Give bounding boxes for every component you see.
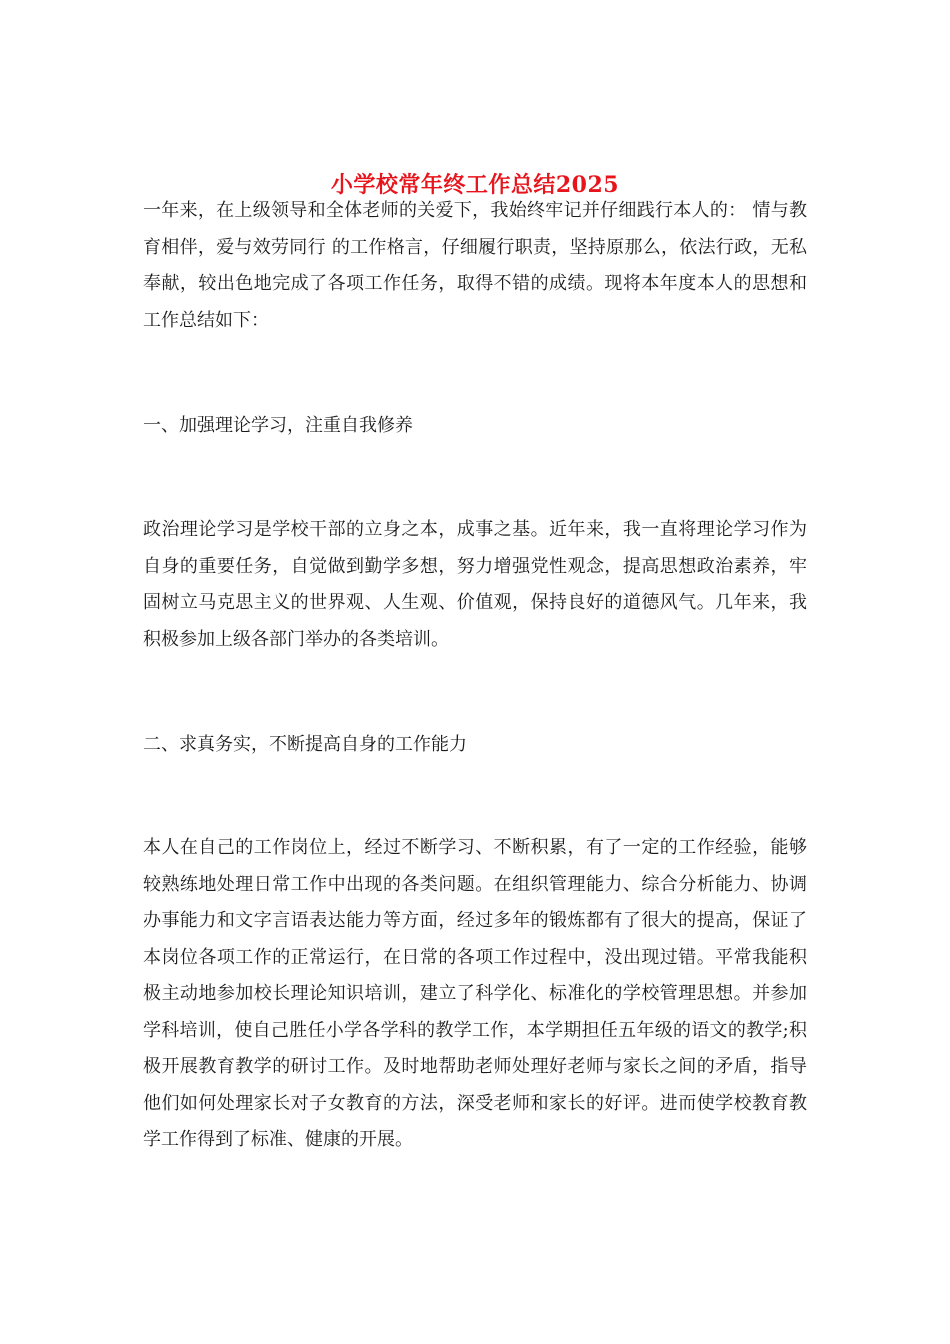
section-heading-2: 二、求真务实，不断提高自身的工作能力 <box>143 734 467 755</box>
document-title: 小学校常年终工作总结2025 <box>330 171 620 198</box>
intro-paragraph: 一年来，在上级领导和全体老师的关爱下，我始终牢记并仔细践行本人的： 情与教育相伴，爱与效劳同行 的工作格言，仔细履行职责，坚持原那么，依法行政，无私奉献，较出色地完成了各项工作任务，取得不错的成绩。现将本年度本人的思想和工作总结如下： <box>143 200 807 331</box>
section-heading-1: 一、加强理论学习，注重自我修养 <box>143 415 413 436</box>
section-body-2: 本人在自己的工作岗位上，经过不断学习、不断积累，有了一定的工作经验，能够较熟练地处理日常工作中出现的各类问题。在组织管理能力、综合分析能力、协调办事能力和文字言语表达能力等方面，经过多年的锻炼都有了很大的提高，保证了本岗位各项工作的正常运行，在日常的各项工作过程中，没出现过错。平常我能积极主动地参加校长理论知识培训，建立了科学化、标准化的学校管理思想。并参加学科培训，使自己胜任小学各学科的教学工作，本学期担任五年级的语文的教学;积极开展教育教学的研讨工作。及时地帮助老师处理好老师与家长之间的矛盾，指导他们如何处理家长对子女教育的方法，深受老师和家长的好评。进而使学校教育教学工作得到了标准、健康的开展。 <box>143 837 807 1150</box>
section-body-1: 政治理论学习是学校干部的立身之本，成事之基。近年来，我一直将理论学习作为自身的重要任务，自觉做到勤学多想，努力增强党性观念，提高思想政治素养，牢固树立马克思主义的世界观、人生观、价值观，保持良好的道德风气。几年来，我积极参加上级各部门举办的各类培训。 <box>143 519 807 650</box>
